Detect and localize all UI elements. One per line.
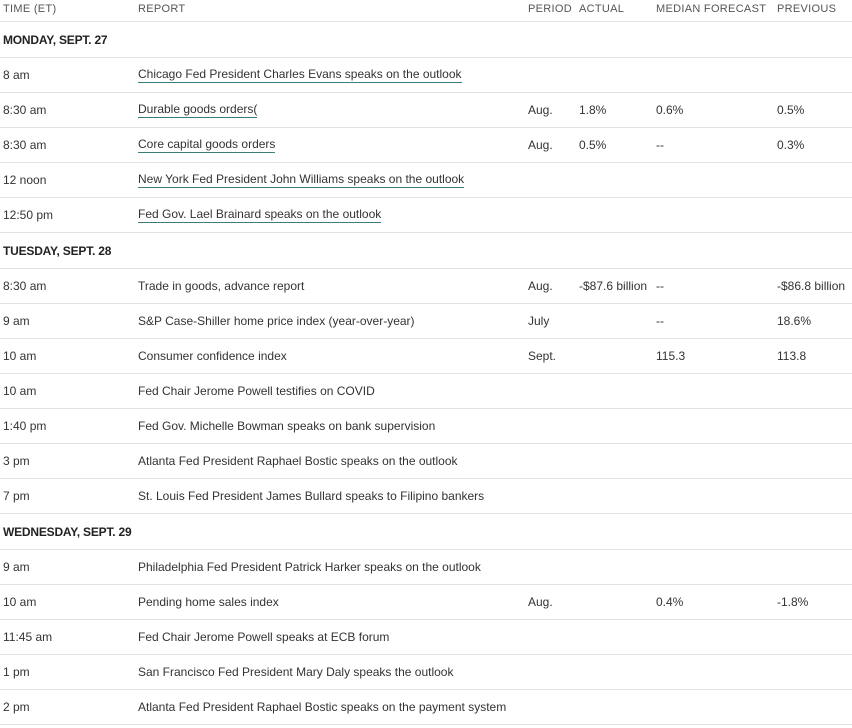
report-cell (138, 585, 279, 619)
report-cell (138, 374, 375, 408)
time-cell: 8:30 am (3, 138, 47, 152)
report-cell (138, 409, 435, 443)
median-forecast-cell: -- (656, 279, 664, 293)
table-row (0, 550, 852, 585)
median-forecast-cell: 115.3 (656, 349, 686, 363)
period-cell: Sept. (528, 349, 557, 363)
report-cell (138, 304, 415, 338)
time-cell: 8:30 am (3, 103, 47, 117)
day-label: WEDNESDAY, SEPT. 29 (3, 524, 132, 539)
actual-cell: -$87.6 billion (579, 279, 648, 293)
actual-cell: 0.5% (579, 138, 607, 152)
median-forecast-cell: -- (656, 138, 664, 152)
time-cell: 12 noon (3, 173, 47, 187)
time-cell: 1 pm (3, 665, 30, 679)
report-text: Fed Gov. Michelle Bowman speaks on bank supervision (138, 419, 436, 433)
table-row (0, 655, 852, 690)
time-cell: 10 am (3, 595, 37, 609)
report-cell (138, 690, 506, 724)
time-cell: 2 pm (3, 700, 30, 714)
median-forecast-cell: 0.6% (656, 103, 684, 117)
time-cell: 12:50 pm (3, 208, 54, 222)
report-cell (138, 198, 381, 232)
table-row (0, 585, 852, 620)
time-cell: 8:30 am (3, 279, 47, 293)
time-cell: 9 am (3, 560, 30, 574)
report-cell (138, 269, 304, 303)
previous-cell: 113.8 (777, 349, 807, 363)
report-text: Fed Chair Jerome Powell speaks at ECB forum (138, 630, 390, 644)
header-previous: PREVIOUS (777, 3, 837, 15)
report-link[interactable]: Fed Gov. Lael Brainard speaks on the outlook (138, 207, 382, 221)
table-row (0, 374, 852, 409)
table-row (0, 58, 852, 93)
period-cell: Aug. (528, 138, 553, 152)
previous-cell: 0.5% (777, 103, 805, 117)
header-report: REPORT (138, 3, 186, 15)
day-label: TUESDAY, SEPT. 28 (3, 243, 112, 258)
time-cell: 3 pm (3, 454, 30, 468)
day-header-row (0, 514, 852, 550)
table-row (0, 339, 852, 374)
time-cell: 7 pm (3, 489, 30, 503)
period-cell: Aug. (528, 103, 553, 117)
time-cell: 1:40 pm (3, 419, 47, 433)
previous-cell: -1.8% (777, 595, 809, 609)
report-text: St. Louis Fed President James Bullard speaks to Filipino bankers (138, 489, 485, 503)
report-text: Philadelphia Fed President Patrick Harker speaks on the outlook (138, 560, 481, 574)
report-cell (138, 444, 458, 478)
time-cell: 11:45 am (3, 630, 53, 644)
table-row (0, 444, 852, 479)
period-cell: Aug. (528, 595, 553, 609)
table-row (0, 93, 852, 128)
report-cell (138, 655, 453, 689)
previous-cell: 18.6% (777, 314, 812, 328)
report-text: Fed Chair Jerome Powell testifies on COVID (138, 384, 375, 398)
report-text: Trade in goods, advance report (138, 279, 305, 293)
table-row (0, 269, 852, 304)
median-forecast-cell: -- (656, 314, 664, 328)
report-cell (138, 339, 287, 373)
report-cell (138, 93, 257, 127)
table-row (0, 304, 852, 339)
report-link[interactable]: Durable goods orders( (138, 102, 258, 116)
report-text: Consumer confidence index (138, 349, 287, 363)
period-cell: Aug. (528, 279, 553, 293)
day-header-row (0, 233, 852, 269)
header-time: TIME (ET) (3, 3, 57, 15)
table-row (0, 620, 852, 655)
table-row (0, 479, 852, 514)
table-row (0, 128, 852, 163)
table-row (0, 198, 852, 233)
header-period: PERIOD (528, 3, 572, 15)
time-cell: 9 am (3, 314, 30, 328)
table-row (0, 163, 852, 198)
table-row (0, 409, 852, 444)
table-row (0, 690, 852, 725)
time-cell: 10 am (3, 349, 37, 363)
report-cell (138, 128, 275, 162)
report-text: Atlanta Fed President Raphael Bostic speaks on the payment system (138, 700, 507, 714)
report-text: S&P Case-Shiller home price index (year-over-year) (138, 314, 415, 328)
previous-cell: -$86.8 billion (777, 279, 846, 293)
report-text: Pending home sales index (138, 595, 279, 609)
header-actual: ACTUAL (579, 3, 625, 15)
report-cell (138, 58, 462, 92)
report-link[interactable]: Core capital goods orders (138, 137, 276, 151)
report-cell (138, 550, 481, 584)
period-cell: July (528, 314, 550, 328)
table-body (0, 22, 852, 725)
report-cell (138, 620, 389, 654)
day-label: MONDAY, SEPT. 27 (3, 32, 108, 47)
report-cell (138, 479, 484, 513)
median-forecast-cell: 0.4% (656, 595, 684, 609)
report-link[interactable]: New York Fed President John Williams speaks on the outlook (138, 172, 465, 186)
previous-cell: 0.3% (777, 138, 805, 152)
time-cell: 10 am (3, 384, 37, 398)
actual-cell: 1.8% (579, 103, 607, 117)
day-header-row (0, 22, 852, 58)
table-header (0, 0, 852, 22)
report-text: San Francisco Fed President Mary Daly speaks the outlook (138, 665, 454, 679)
report-text: Atlanta Fed President Raphael Bostic speaks on the outlook (138, 454, 458, 468)
report-link[interactable]: Chicago Fed President Charles Evans speaks on the outlook (138, 67, 462, 81)
header-median-forecast: MEDIAN FORECAST (656, 3, 767, 15)
time-cell: 8 am (3, 68, 30, 82)
report-cell (138, 163, 464, 197)
